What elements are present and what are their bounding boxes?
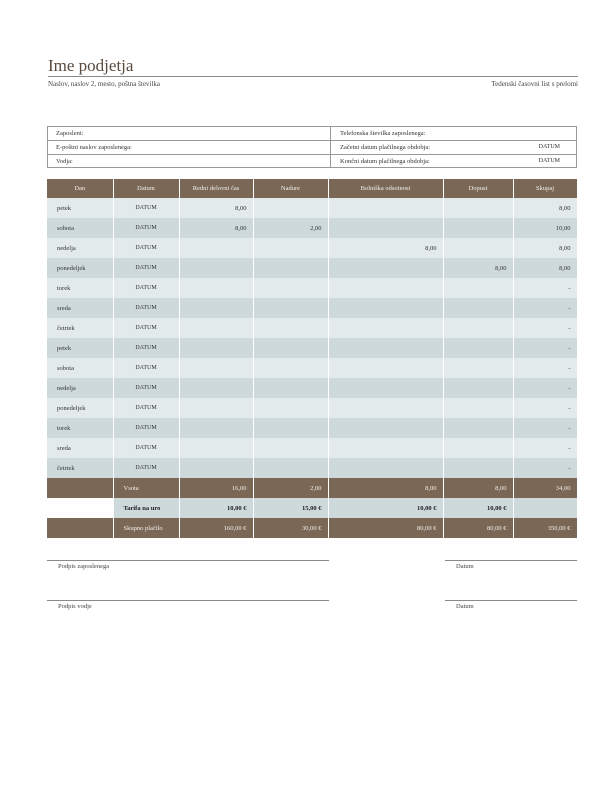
manager-signature-line[interactable] [47, 600, 329, 601]
date-cell[interactable]: DATUM [113, 198, 179, 218]
table-row [47, 318, 577, 338]
regular-cell[interactable] [179, 458, 253, 478]
sick-cell[interactable] [328, 218, 443, 238]
pay-sick: 80,00 € [328, 518, 443, 538]
vacation-cell[interactable] [443, 438, 513, 458]
total-cell: 8,00 [513, 198, 577, 218]
company-name: Ime podjetja [48, 56, 134, 75]
date-cell[interactable]: DATUM [113, 458, 179, 478]
rate-row [47, 498, 577, 518]
day-cell[interactable]: sreda [47, 298, 113, 318]
day-cell[interactable]: petek [47, 338, 113, 358]
sick-cell[interactable] [328, 378, 443, 398]
period-start-label: Začetni datum plačilnega obdobja: [340, 144, 431, 151]
totals-vacation: 8,00 [443, 478, 513, 498]
col-header-date: Datum [113, 179, 179, 198]
total-cell: - [513, 278, 577, 298]
pay-total: 350,00 € [513, 518, 577, 538]
total-cell: - [513, 418, 577, 438]
day-cell[interactable]: sreda [47, 438, 113, 458]
regular-cell[interactable] [179, 278, 253, 298]
day-cell[interactable]: ponedeljek [47, 258, 113, 278]
table-row [47, 378, 577, 398]
employee-date-line[interactable] [445, 560, 577, 561]
rate-blank-cell [47, 498, 113, 518]
overtime-cell[interactable] [253, 338, 328, 358]
date-cell[interactable]: DATUM [113, 258, 179, 278]
table-row [47, 398, 577, 418]
regular-cell[interactable] [179, 378, 253, 398]
overtime-cell[interactable] [253, 238, 328, 258]
sick-cell[interactable] [328, 358, 443, 378]
overtime-cell[interactable] [253, 258, 328, 278]
regular-cell[interactable]: 8,00 [179, 198, 253, 218]
overtime-cell[interactable] [253, 358, 328, 378]
col-header-total: Skupaj [513, 179, 577, 198]
vacation-cell[interactable] [443, 418, 513, 438]
employee-label: Zaposleni: [56, 130, 84, 137]
date-cell[interactable]: DATUM [113, 238, 179, 258]
vacation-cell[interactable] [443, 218, 513, 238]
day-cell[interactable]: nedelja [47, 238, 113, 258]
table-row [47, 238, 577, 258]
overtime-cell[interactable] [253, 418, 328, 438]
total-cell: - [513, 358, 577, 378]
total-cell: - [513, 398, 577, 418]
col-header-regular: Redni delovni čas [179, 179, 253, 198]
date-cell[interactable]: DATUM [113, 398, 179, 418]
day-cell[interactable]: ponedeljek [47, 398, 113, 418]
timesheet-table [47, 179, 578, 538]
rate-total [513, 498, 577, 518]
date-cell[interactable]: DATUM [113, 278, 179, 298]
total-cell: - [513, 298, 577, 318]
table-row [47, 338, 577, 358]
employee-info-box [47, 126, 577, 168]
day-cell[interactable]: petek [47, 198, 113, 218]
total-cell: - [513, 378, 577, 398]
rate-overtime[interactable]: 15,00 € [253, 498, 328, 518]
totals-total: 34,00 [513, 478, 577, 498]
table-row [47, 418, 577, 438]
sick-cell[interactable] [328, 418, 443, 438]
table-row [47, 358, 577, 378]
info-rule [48, 154, 576, 155]
regular-cell[interactable] [179, 418, 253, 438]
pay-blank-cell [47, 518, 113, 538]
total-cell: 8,00 [513, 238, 577, 258]
day-cell[interactable]: sobota [47, 218, 113, 238]
day-cell[interactable]: torek [47, 278, 113, 298]
sick-cell[interactable] [328, 198, 443, 218]
overtime-cell[interactable] [253, 278, 328, 298]
rate-regular[interactable]: 10,00 € [179, 498, 253, 518]
pay-overtime: 30,00 € [253, 518, 328, 538]
period-end-label: Končni datum plačilnega obdobja: [340, 158, 430, 165]
day-cell[interactable]: sobota [47, 358, 113, 378]
vacation-cell[interactable] [443, 238, 513, 258]
table-row [47, 198, 577, 218]
regular-cell[interactable] [179, 338, 253, 358]
sick-cell[interactable] [328, 278, 443, 298]
document-title: Tedenski časovni list s prelomi [491, 80, 578, 88]
col-header-vacation: Dopust [443, 179, 513, 198]
header-rule [48, 76, 578, 77]
total-cell: 10,00 [513, 218, 577, 238]
sick-cell[interactable] [328, 318, 443, 338]
day-cell[interactable]: nedelja [47, 378, 113, 398]
total-cell: 8,00 [513, 258, 577, 278]
vacation-cell[interactable] [443, 318, 513, 338]
table-row [47, 298, 577, 318]
vacation-cell[interactable] [443, 198, 513, 218]
phone-label: Telefonska številka zaposlenega: [340, 130, 426, 137]
overtime-cell[interactable] [253, 378, 328, 398]
date-cell[interactable]: DATUM [113, 298, 179, 318]
date-cell[interactable]: DATUM [113, 378, 179, 398]
regular-cell[interactable] [179, 438, 253, 458]
info-divider [330, 127, 331, 167]
overtime-cell[interactable]: 2,00 [253, 218, 328, 238]
manager-signature-label: Podpis vodje [58, 603, 92, 610]
regular-cell[interactable] [179, 398, 253, 418]
total-cell: - [513, 458, 577, 478]
regular-cell[interactable] [179, 358, 253, 378]
date-cell[interactable]: DATUM [113, 418, 179, 438]
sick-cell[interactable] [328, 398, 443, 418]
overtime-cell[interactable] [253, 298, 328, 318]
date-cell[interactable]: DATUM [113, 438, 179, 458]
vacation-cell[interactable] [443, 298, 513, 318]
pay-label: Skupno plačilo [113, 518, 179, 538]
vacation-cell[interactable] [443, 278, 513, 298]
overtime-cell[interactable] [253, 198, 328, 218]
rate-label: Tarifa na uro [113, 498, 179, 518]
employee-signature-label: Podpis zaposlenega [58, 563, 110, 570]
table-row [47, 258, 577, 278]
totals-sick: 8,00 [328, 478, 443, 498]
rate-sick[interactable]: 10,00 € [328, 498, 443, 518]
col-header-day: Dan [47, 179, 113, 198]
col-header-sick: Bolniška odsotnost [328, 179, 443, 198]
regular-cell[interactable] [179, 298, 253, 318]
overtime-cell[interactable] [253, 318, 328, 338]
day-cell[interactable]: četrtek [47, 318, 113, 338]
total-cell: - [513, 318, 577, 338]
totals-label: Vsota [113, 478, 179, 498]
vacation-cell[interactable] [443, 358, 513, 378]
sick-cell[interactable] [328, 298, 443, 318]
regular-cell[interactable] [179, 238, 253, 258]
sick-cell[interactable] [328, 458, 443, 478]
manager-label: Vodja: [56, 158, 73, 165]
vacation-cell[interactable] [443, 458, 513, 478]
manager-date-label: Datum [456, 603, 474, 610]
regular-cell[interactable]: 8,00 [179, 218, 253, 238]
info-rule [48, 140, 576, 141]
sick-cell[interactable] [328, 438, 443, 458]
pay-row [47, 518, 577, 538]
date-cell[interactable]: DATUM [113, 358, 179, 378]
manager-date-line[interactable] [445, 600, 577, 601]
totals-blank-cell [47, 478, 113, 498]
totals-regular: 16,00 [179, 478, 253, 498]
table-header-row [47, 179, 577, 198]
employee-date-label: Datum [456, 563, 474, 570]
totals-row [47, 478, 577, 498]
period-end-value[interactable]: DATUM [538, 158, 560, 164]
vacation-cell[interactable] [443, 378, 513, 398]
period-start-value[interactable]: DATUM [538, 144, 560, 150]
company-address: Naslov, naslov 2, mesto, poštna številka [48, 80, 160, 88]
overtime-cell[interactable] [253, 438, 328, 458]
employee-signature-line[interactable] [47, 560, 329, 561]
vacation-cell[interactable] [443, 338, 513, 358]
regular-cell[interactable] [179, 318, 253, 338]
regular-cell[interactable] [179, 258, 253, 278]
pay-regular: 160,00 € [179, 518, 253, 538]
total-cell: - [513, 338, 577, 358]
table-row [47, 438, 577, 458]
email-label: E-poštni naslov zaposlenega: [56, 144, 132, 151]
overtime-cell[interactable] [253, 458, 328, 478]
col-header-overtime: Nadure [253, 179, 328, 198]
sick-cell[interactable] [328, 258, 443, 278]
vacation-cell[interactable]: 8,00 [443, 258, 513, 278]
sick-cell[interactable] [328, 338, 443, 358]
vacation-cell[interactable] [443, 398, 513, 418]
total-cell: - [513, 438, 577, 458]
day-cell[interactable]: četrtek [47, 458, 113, 478]
totals-overtime: 2,00 [253, 478, 328, 498]
table-row [47, 218, 577, 238]
sick-cell[interactable]: 8,00 [328, 238, 443, 258]
day-cell[interactable]: torek [47, 418, 113, 438]
pay-vacation: 80,00 € [443, 518, 513, 538]
date-cell[interactable]: DATUM [113, 318, 179, 338]
overtime-cell[interactable] [253, 398, 328, 418]
date-cell[interactable]: DATUM [113, 218, 179, 238]
date-cell[interactable]: DATUM [113, 338, 179, 358]
rate-vacation[interactable]: 10,00 € [443, 498, 513, 518]
table-row [47, 458, 577, 478]
table-row [47, 278, 577, 298]
